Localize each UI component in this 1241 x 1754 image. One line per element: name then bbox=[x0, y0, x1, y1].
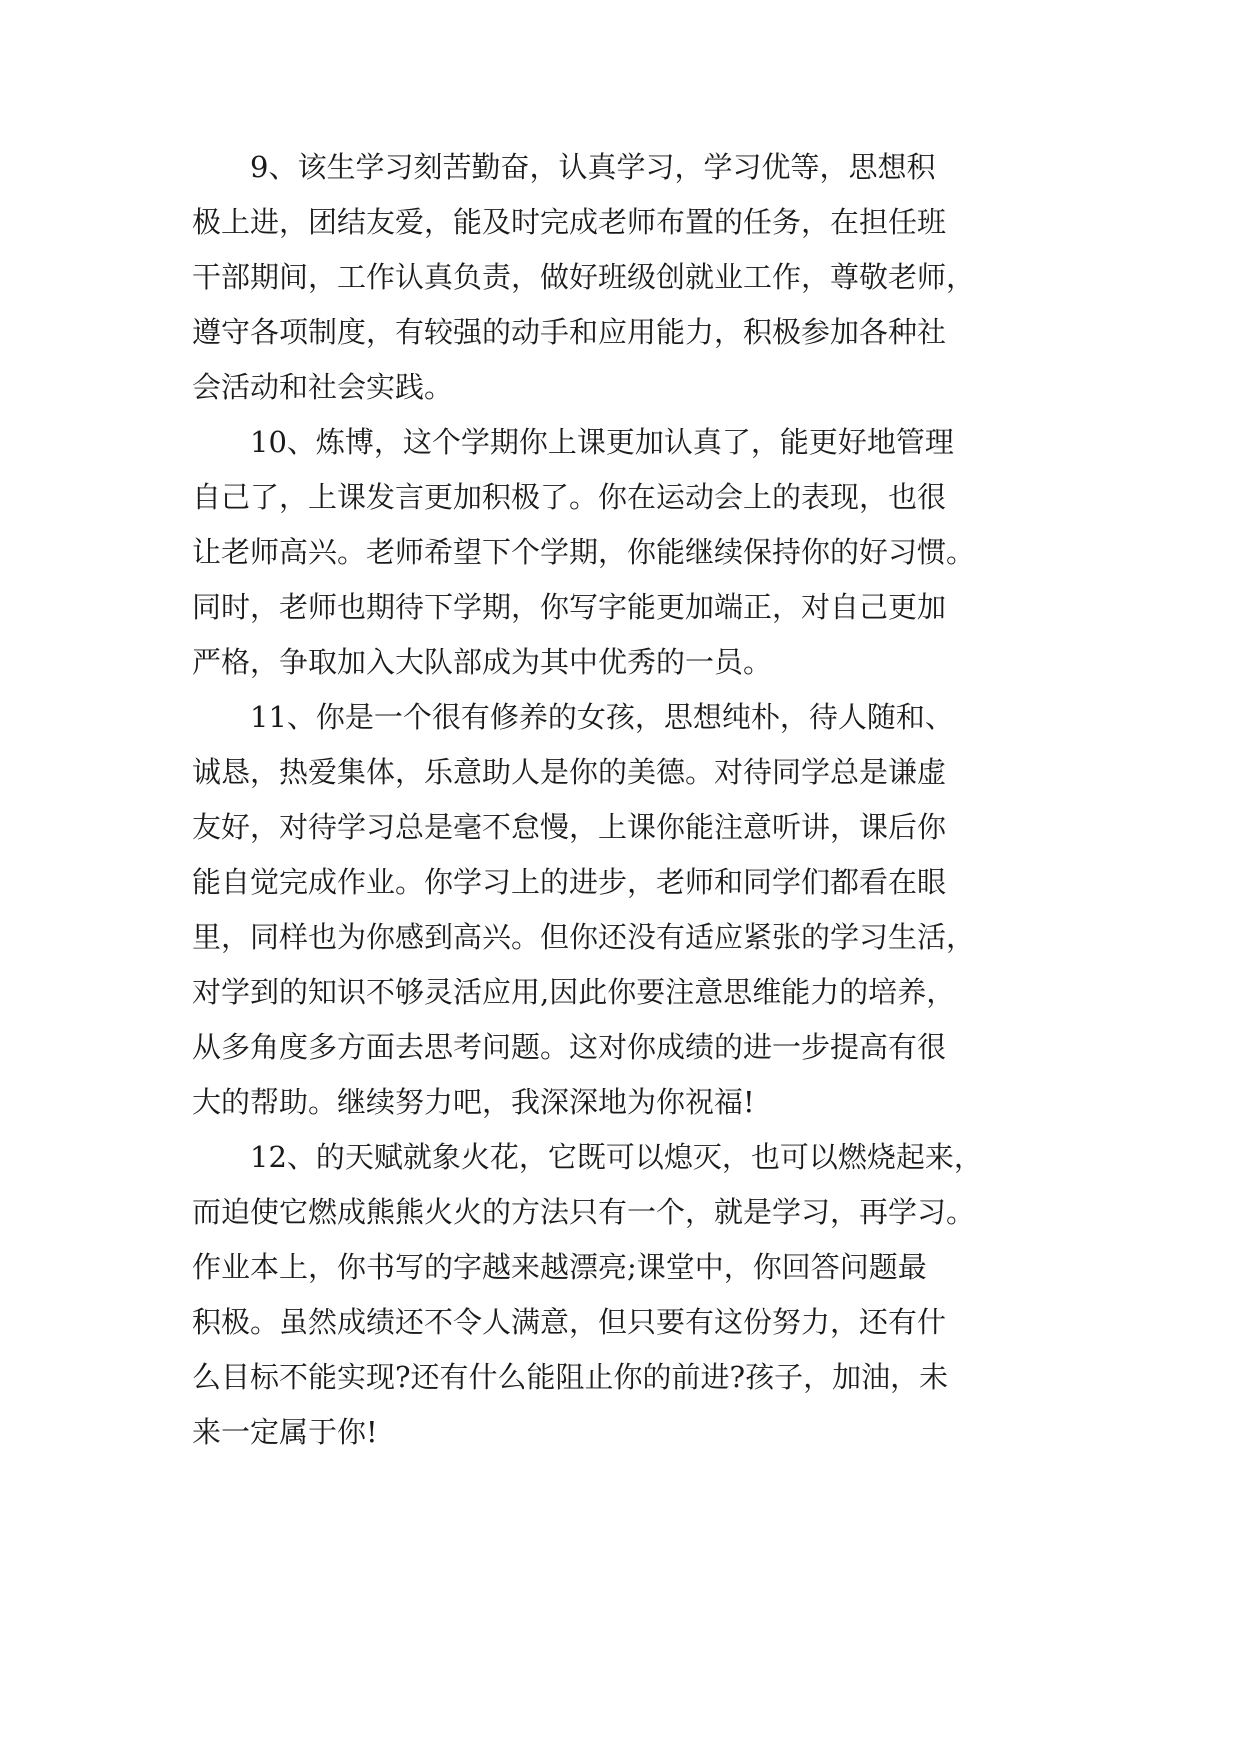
paragraph-line: 让老师高兴。老师希望下个学期，你能继续保持你的好习惯。 bbox=[192, 535, 976, 569]
paragraph-line: 诚恳，热爱集体，乐意助人是你的美德。对待同学总是谦虚 bbox=[192, 755, 947, 789]
paragraph-line: 对学到的知识不够灵活应用,因此你要注意思维能力的培养， bbox=[192, 975, 956, 1009]
paragraph-line: 12、的天赋就象火花，它既可以熄灭，也可以燃烧起来， bbox=[250, 1140, 983, 1174]
paragraph-line: 从多角度多方面去思考问题。这对你成绩的进一步提高有很 bbox=[192, 1030, 947, 1064]
paragraph-line: 能自觉完成作业。你学习上的进步，老师和同学们都看在眼 bbox=[192, 865, 947, 899]
paragraph-line: 大的帮助。继续努力吧，我深深地为你祝福! bbox=[192, 1085, 755, 1119]
paragraph-line: 10、炼博，这个学期你上课更加认真了，能更好地管理 bbox=[250, 425, 954, 459]
paragraph-line: 严格，争取加入大队部成为其中优秀的一员。 bbox=[192, 645, 773, 679]
paragraph-line: 自己了，上课发言更加积极了。你在运动会上的表现，也很 bbox=[192, 480, 947, 514]
paragraph-line: 同时，老师也期待下学期，你写字能更加端正，对自己更加 bbox=[192, 590, 947, 624]
paragraph-line: 会活动和社会实践。 bbox=[192, 370, 454, 404]
paragraph-line: 极上进，团结友爱，能及时完成老师布置的任务，在担任班 bbox=[192, 205, 947, 239]
paragraph-line: 11、你是一个很有修养的女孩，思想纯朴，待人随和、 bbox=[250, 700, 954, 734]
paragraph-line: 干部期间，工作认真负责，做好班级创就业工作，尊敬老师， bbox=[192, 260, 976, 294]
paragraph-line: 么目标不能实现?还有什么能阻止你的前进?孩子，加油，未 bbox=[192, 1360, 949, 1394]
paragraph-line: 9、该生学习刻苦勤奋，认真学习，学习优等，思想积 bbox=[250, 150, 936, 184]
paragraph-line: 积极。虽然成绩还不令人满意，但只要有这份努力，还有什 bbox=[192, 1305, 947, 1339]
paragraph-line: 来一定属于你! bbox=[192, 1415, 378, 1449]
paragraph-line: 而迫使它燃成熊熊火火的方法只有一个，就是学习，再学习。 bbox=[192, 1195, 976, 1229]
paragraph-line: 作业本上，你书写的字越来越漂亮;课堂中，你回答问题最 bbox=[192, 1250, 927, 1284]
paragraph-line: 里，同样也为你感到高兴。但你还没有适应紧张的学习生活， bbox=[192, 920, 976, 954]
paragraph-line: 友好，对待学习总是毫不怠慢，上课你能注意听讲，课后你 bbox=[192, 810, 947, 844]
paragraph-line: 遵守各项制度，有较强的动手和应用能力，积极参加各种社 bbox=[192, 315, 947, 349]
